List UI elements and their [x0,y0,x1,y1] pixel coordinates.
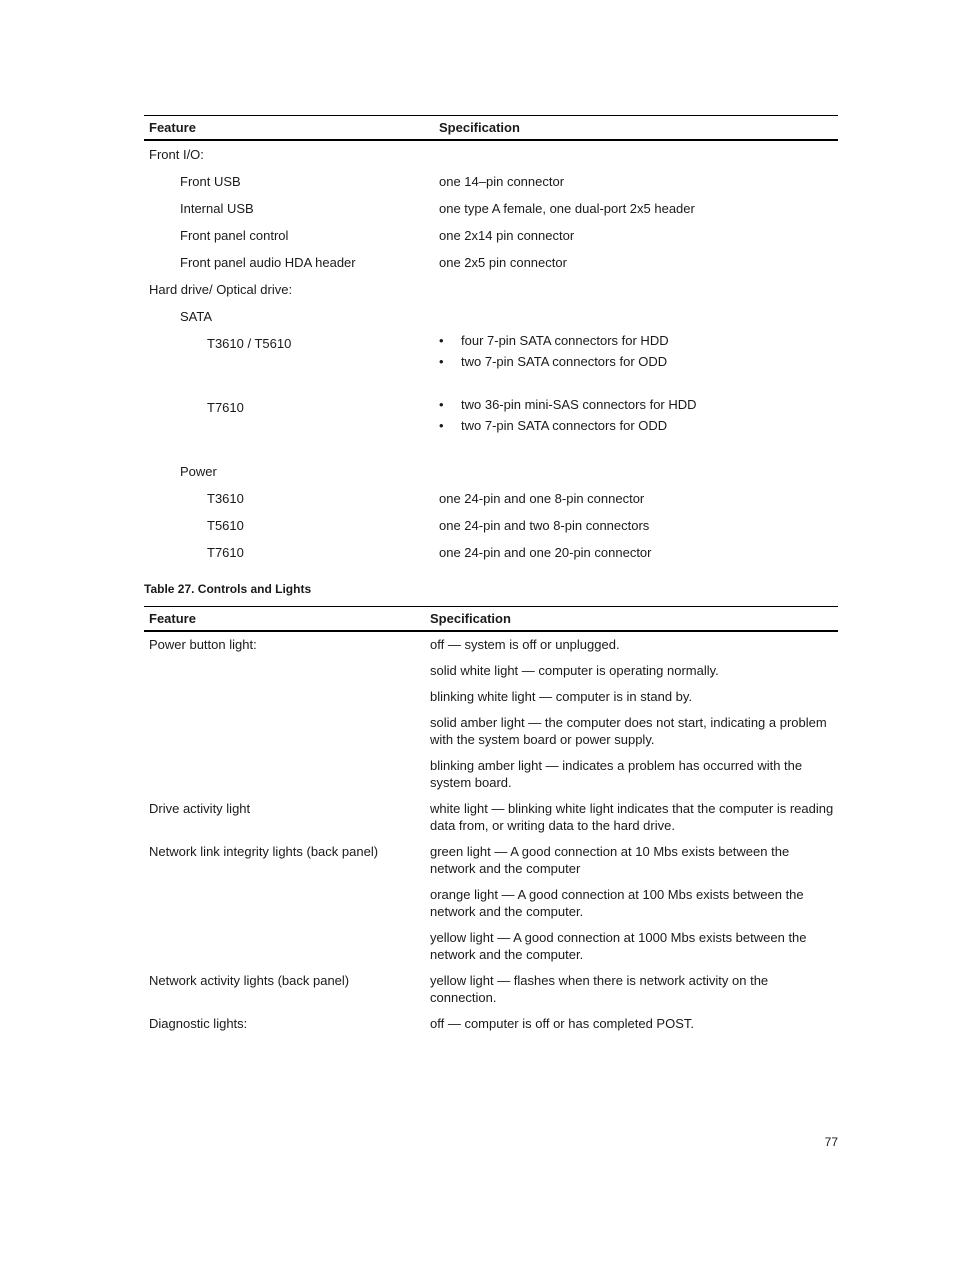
feature-cell [144,882,425,925]
specification-column-header: Specification [434,116,838,141]
bullet-list [439,394,838,436]
feature-cell: Diagnostic lights: [149,1016,248,1031]
specification-cell: solid white light — computer is operating normally. [430,663,719,678]
specification-cell [434,394,838,458]
feature-cell: Hard drive/ Optical drive: [149,282,293,297]
connectors-table-body [144,140,838,566]
feature-column-header: Feature [144,116,434,141]
table-row [144,882,838,925]
feature-cell: Front panel audio HDA header [180,255,356,270]
feature-cell: Front I/O: [149,147,204,162]
specification-cell: blinking amber light — indicates a problem has occurred with the system board. [430,758,803,790]
controls-table-body [144,631,838,1037]
connectors-spec-table [144,115,838,566]
table-row [144,658,838,684]
table-row [144,631,838,658]
feature-column-header: Feature [144,607,425,632]
specification-cell: blinking white light — computer is in stand by. [430,689,693,704]
feature-cell: T3610 / T5610 [207,336,292,351]
table-row [144,684,838,710]
feature-cell [144,925,425,968]
table-row [144,925,838,968]
specification-cell [434,458,838,485]
feature-cell: Network activity lights (back panel) [149,973,350,988]
specification-cell [434,276,838,303]
specification-cell: yellow light — flashes when there is network activity on the connection. [430,973,769,1005]
specification-cell: one 2x5 pin connector [439,255,567,270]
specification-cell: off — system is off or unplugged. [430,637,620,652]
table-row [144,222,838,249]
feature-cell: Front USB [180,174,241,189]
table-row [144,1011,838,1037]
feature-cell [144,753,425,796]
feature-cell [144,710,425,753]
table-row [144,512,838,539]
feature-cell: Network link integrity lights (back panel) [149,844,379,859]
table-row [144,394,838,458]
bullet-wrap [439,394,838,436]
bullet-wrap [439,330,838,372]
specification-cell: one 24-pin and one 8-pin connector [439,491,645,506]
feature-cell: Power [180,464,217,479]
controls-and-lights-table [144,606,838,1037]
table-row [144,276,838,303]
feature-cell [144,684,425,710]
table-row [144,539,838,566]
feature-cell: T7610 [207,400,244,415]
feature-cell: Power button light: [149,637,257,652]
table-row [144,710,838,753]
specification-cell: yellow light — A good connection at 1000 Mbs exists between the network and the computer. [430,930,807,962]
page-number: 77 [824,1135,838,1149]
bullet-item: • two 7-pin SATA connectors for ODD [439,351,838,372]
table-row [144,458,838,485]
bullet-item: • two 7-pin SATA connectors for ODD [439,415,838,436]
specification-cell: orange light — A good connection at 100 Mbs exists between the network and the computer. [430,887,804,919]
feature-cell: SATA [180,309,213,324]
specification-cell: green light — A good connection at 10 Mbs exists between the network and the computer [430,844,790,876]
table-row [144,140,838,168]
specification-cell [434,303,838,330]
specification-cell [434,140,838,168]
table-row [144,330,838,394]
feature-cell: Front panel control [180,228,289,243]
feature-cell: T7610 [207,545,244,560]
table-row [144,249,838,276]
table-row [144,796,838,839]
table-row [144,195,838,222]
specification-cell: one 2x14 pin connector [439,228,575,243]
table-row [144,168,838,195]
bullet-item: • four 7-pin SATA connectors for HDD [439,330,838,351]
table-caption: Table 27. Controls and Lights [144,582,312,596]
feature-cell: T5610 [207,518,244,533]
table-header-row [144,607,838,632]
feature-cell: T3610 [207,491,244,506]
specification-cell: white light — blinking white light indicates that the computer is reading data from, or writing data to the hard drive. [430,801,834,833]
specification-cell: solid amber light — the computer does not start, indicating a problem with the system board or power supply. [430,715,827,747]
table-row [144,485,838,512]
specification-cell: one 24-pin and one 20-pin connector [439,545,652,560]
table-header-row [144,116,838,141]
specification-cell: one type A female, one dual-port 2x5 header [439,201,695,216]
specification-cell: one 24-pin and two 8-pin connectors [439,518,650,533]
table-row [144,839,838,882]
table-row [144,968,838,1011]
specification-cell: off — computer is off or has completed POST. [430,1016,694,1031]
specification-cell: one 14–pin connector [439,174,565,189]
specification-column-header: Specification [425,607,838,632]
specification-cell [434,330,838,394]
feature-cell [144,658,425,684]
bullet-item: • two 36-pin mini-SAS connectors for HDD [439,394,838,415]
bullet-list [439,330,838,372]
table-row [144,753,838,796]
feature-cell: Drive activity light [149,801,251,816]
table-row [144,303,838,330]
feature-cell: Internal USB [180,201,254,216]
